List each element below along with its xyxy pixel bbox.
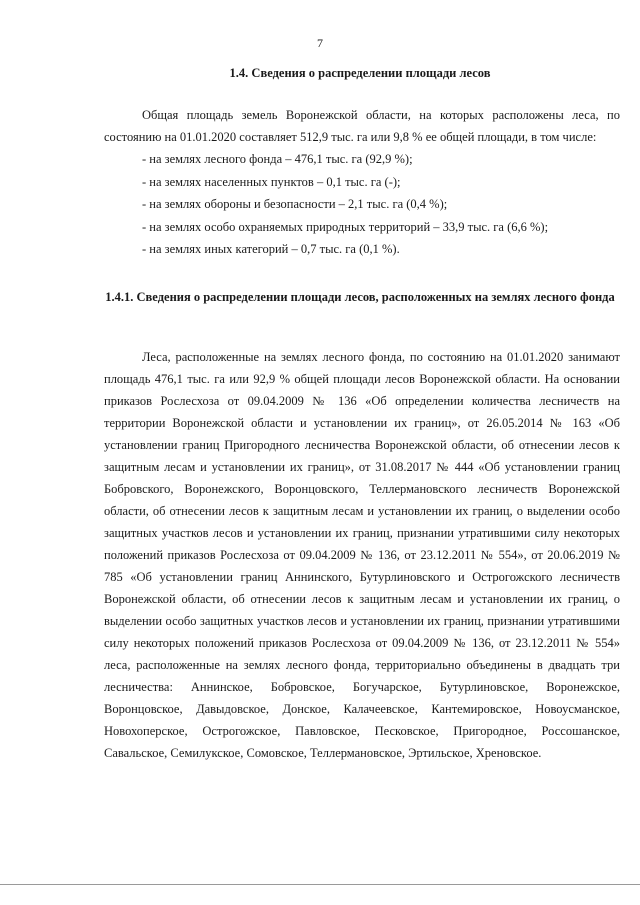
list-item: - на землях особо охраняемых природных территорий – 33,9 тыс. га (6,6 %); <box>142 219 549 234</box>
list-item: - на землях лесного фонда – 476,1 тыс. га (92,9 %); <box>142 152 413 166</box>
section-heading-1-4-1: 1.4.1. Сведения о распределении площади лесов, расположенных на землях лесного фонда <box>105 290 615 304</box>
list-item: - на землях иных категорий – 0,7 тыс. га (0,1 %). <box>142 242 400 256</box>
page-bottom-divider <box>0 884 640 885</box>
page-number: 7 <box>317 36 323 50</box>
list-item: - на землях населенных пунктов – 0,1 тыс. га (-); <box>142 174 401 189</box>
list-item: - на землях обороны и безопасности – 2,1 тыс. га (0,4 %); <box>142 197 448 211</box>
section-heading-1-4: 1.4. Сведения о распределении площади лесов <box>229 66 491 80</box>
forest-fund-paragraph: Леса, расположенные на землях лесного фонда, по состоянию на 01.01.2020 занимают площадь 476,1 тыс. га или 92,9 % общей площади лесов Воронежской области. На основании приказов Рослесхоза от 09.04.2009 № 136 «Об определении количества лесничеств на территории Воронежской области и установлении их границ», от 26.05.2014 № 163 «Об установлении границ Пригородного лесничества Воронежской области, об отнесении лесов к защитным лесам и установлении их границ», от 31.08.2017 № 444 «Об установлении границ Бобровского, Воронежского, Воронцовского, Теллермановского лесничеств Воронежской области, об отнесении лесов к защитным лесам и установлении их границ, о выделении особо защитных участков лесов и установлении их границ, признании утратившими силу некоторых положений приказов Рослесхоза от 09.04.2009 № 136, от 23.12.2011 № 554», от 20.06.2019 № 785 «Об установлении границ Аннинского, Бутурлиновского и Острогожского лесничеств Воронежской области, об отнесении лесов к защитным лесам и установлении их границ, о выделении особо защитных участков лесов и установлении их границ, признании утратившими силу некоторых положений приказов Рослесхоза от 09.04.2009 № 136, от 23.12.2011 № 554» леса, расположенные на землях лесного фонда, территориально объединены в двадцать три лесничества: Аннинское, Бобровское, Богучарское, Бутурлиновское, Воронежское, Воронцовское, Давыдовское, Донское, Калачеевское, Кантемировское, Новоусманское, Новохоперское, Острогожское, Павловское, Песковское, Пригородное, Россошанское, Савальское, Семилукское, Сомовское, Теллермановское, Эртильское, Хреновское. <box>104 350 620 760</box>
land-category-list <box>142 148 548 261</box>
forest-area-intro-paragraph: Общая площадь земель Воронежской области, на которых расположены леса, по состоянию на 01.01.2020 составляет 512,9 тыс. га или 9,8 % ее общей площади, в том числе: <box>104 108 620 144</box>
